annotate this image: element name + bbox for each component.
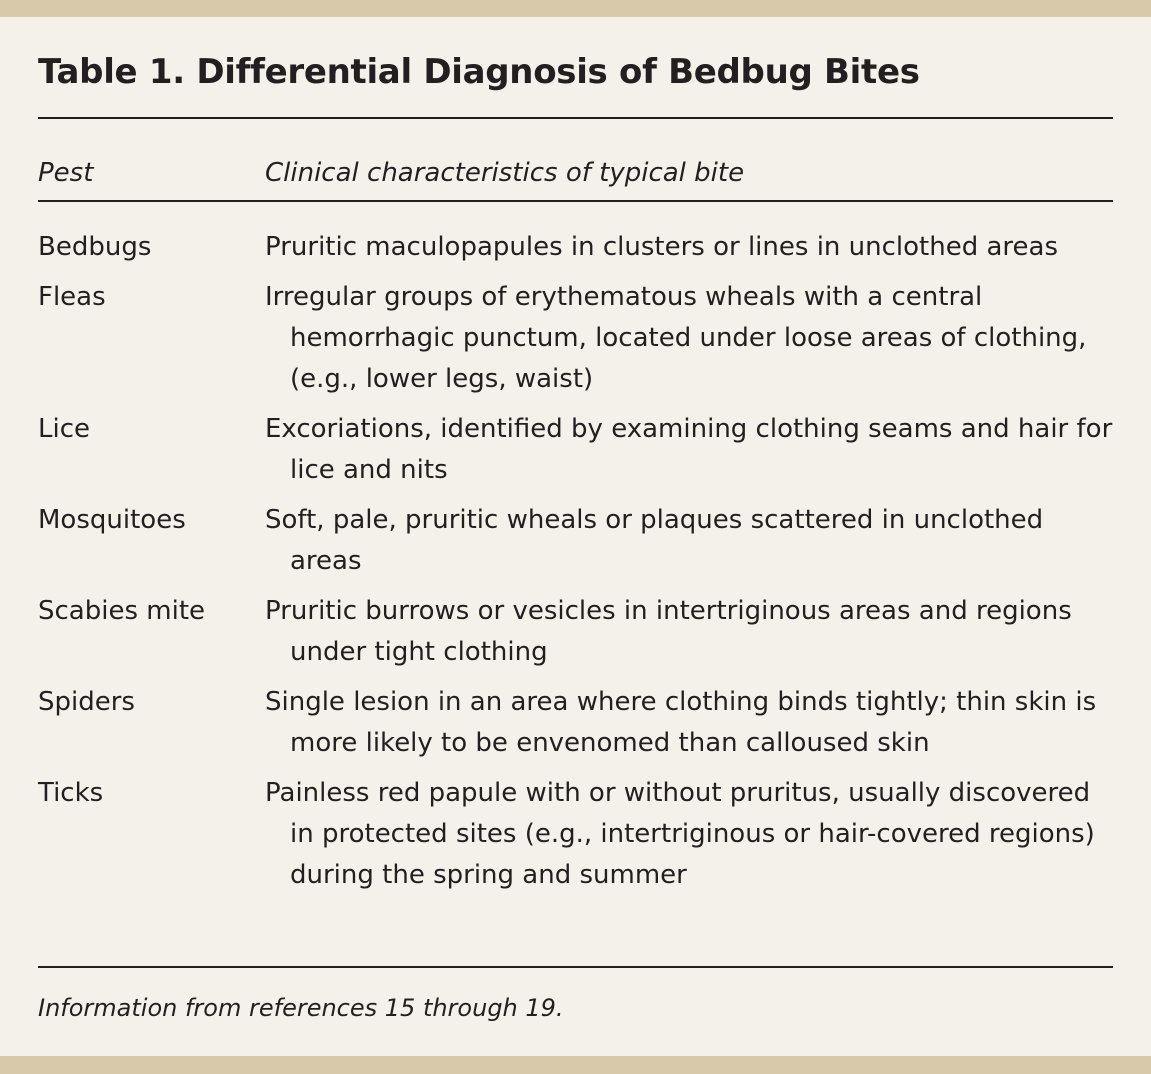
table-row (38, 277, 1118, 400)
header-rule (38, 200, 1113, 202)
footer-rule (38, 966, 1113, 968)
description-cell: Excoriations, identified by examining clothing seams and hair for lice and nits (265, 414, 1113, 485)
table-row (38, 227, 1118, 268)
table-body (38, 227, 1118, 905)
pest-cell: Mosquitoes (38, 505, 186, 535)
description-cell: Painless red papule with or without pruritus, usually discovered in protected sites (e.g., intertriginous or hair-covered regions) during the spring and summer (265, 778, 1095, 890)
table-row (38, 500, 1118, 582)
table-row (38, 773, 1118, 896)
top-border-band (0, 0, 1151, 17)
table-row (38, 409, 1118, 491)
table-row (38, 682, 1118, 764)
title-rule (38, 117, 1113, 119)
pest-cell: Spiders (38, 687, 135, 717)
description-cell: Pruritic burrows or vesicles in intertriginous areas and regions under tight clothing (265, 596, 1072, 667)
description-cell: Pruritic maculopapules in clusters or lines in unclothed areas (265, 232, 1058, 262)
description-cell: Soft, pale, pruritic wheals or plaques scattered in unclothed areas (265, 505, 1044, 576)
pest-cell: Fleas (38, 282, 106, 312)
bottom-border-band (0, 1056, 1151, 1074)
table-title: Table 1. Differential Diagnosis of Bedbug Bites (38, 52, 920, 92)
description-cell: Irregular groups of erythematous wheals with a central hemorrhagic punctum, located under loose areas of clothing, (e.g., lower legs, waist) (265, 282, 1087, 394)
pest-cell: Scabies mite (38, 596, 206, 626)
column-header-pest: Pest (38, 158, 94, 188)
table-row (38, 591, 1118, 673)
pest-cell: Ticks (38, 778, 104, 808)
column-header-clinical: Clinical characteristics of typical bite (265, 158, 745, 188)
description-cell: Single lesion in an area where clothing binds tightly; thin skin is more likely to be envenomed than calloused skin (265, 687, 1097, 758)
footnote: Information from references 15 through 19. (38, 994, 564, 1022)
pest-cell: Lice (38, 414, 90, 444)
pest-cell: Bedbugs (38, 232, 152, 262)
